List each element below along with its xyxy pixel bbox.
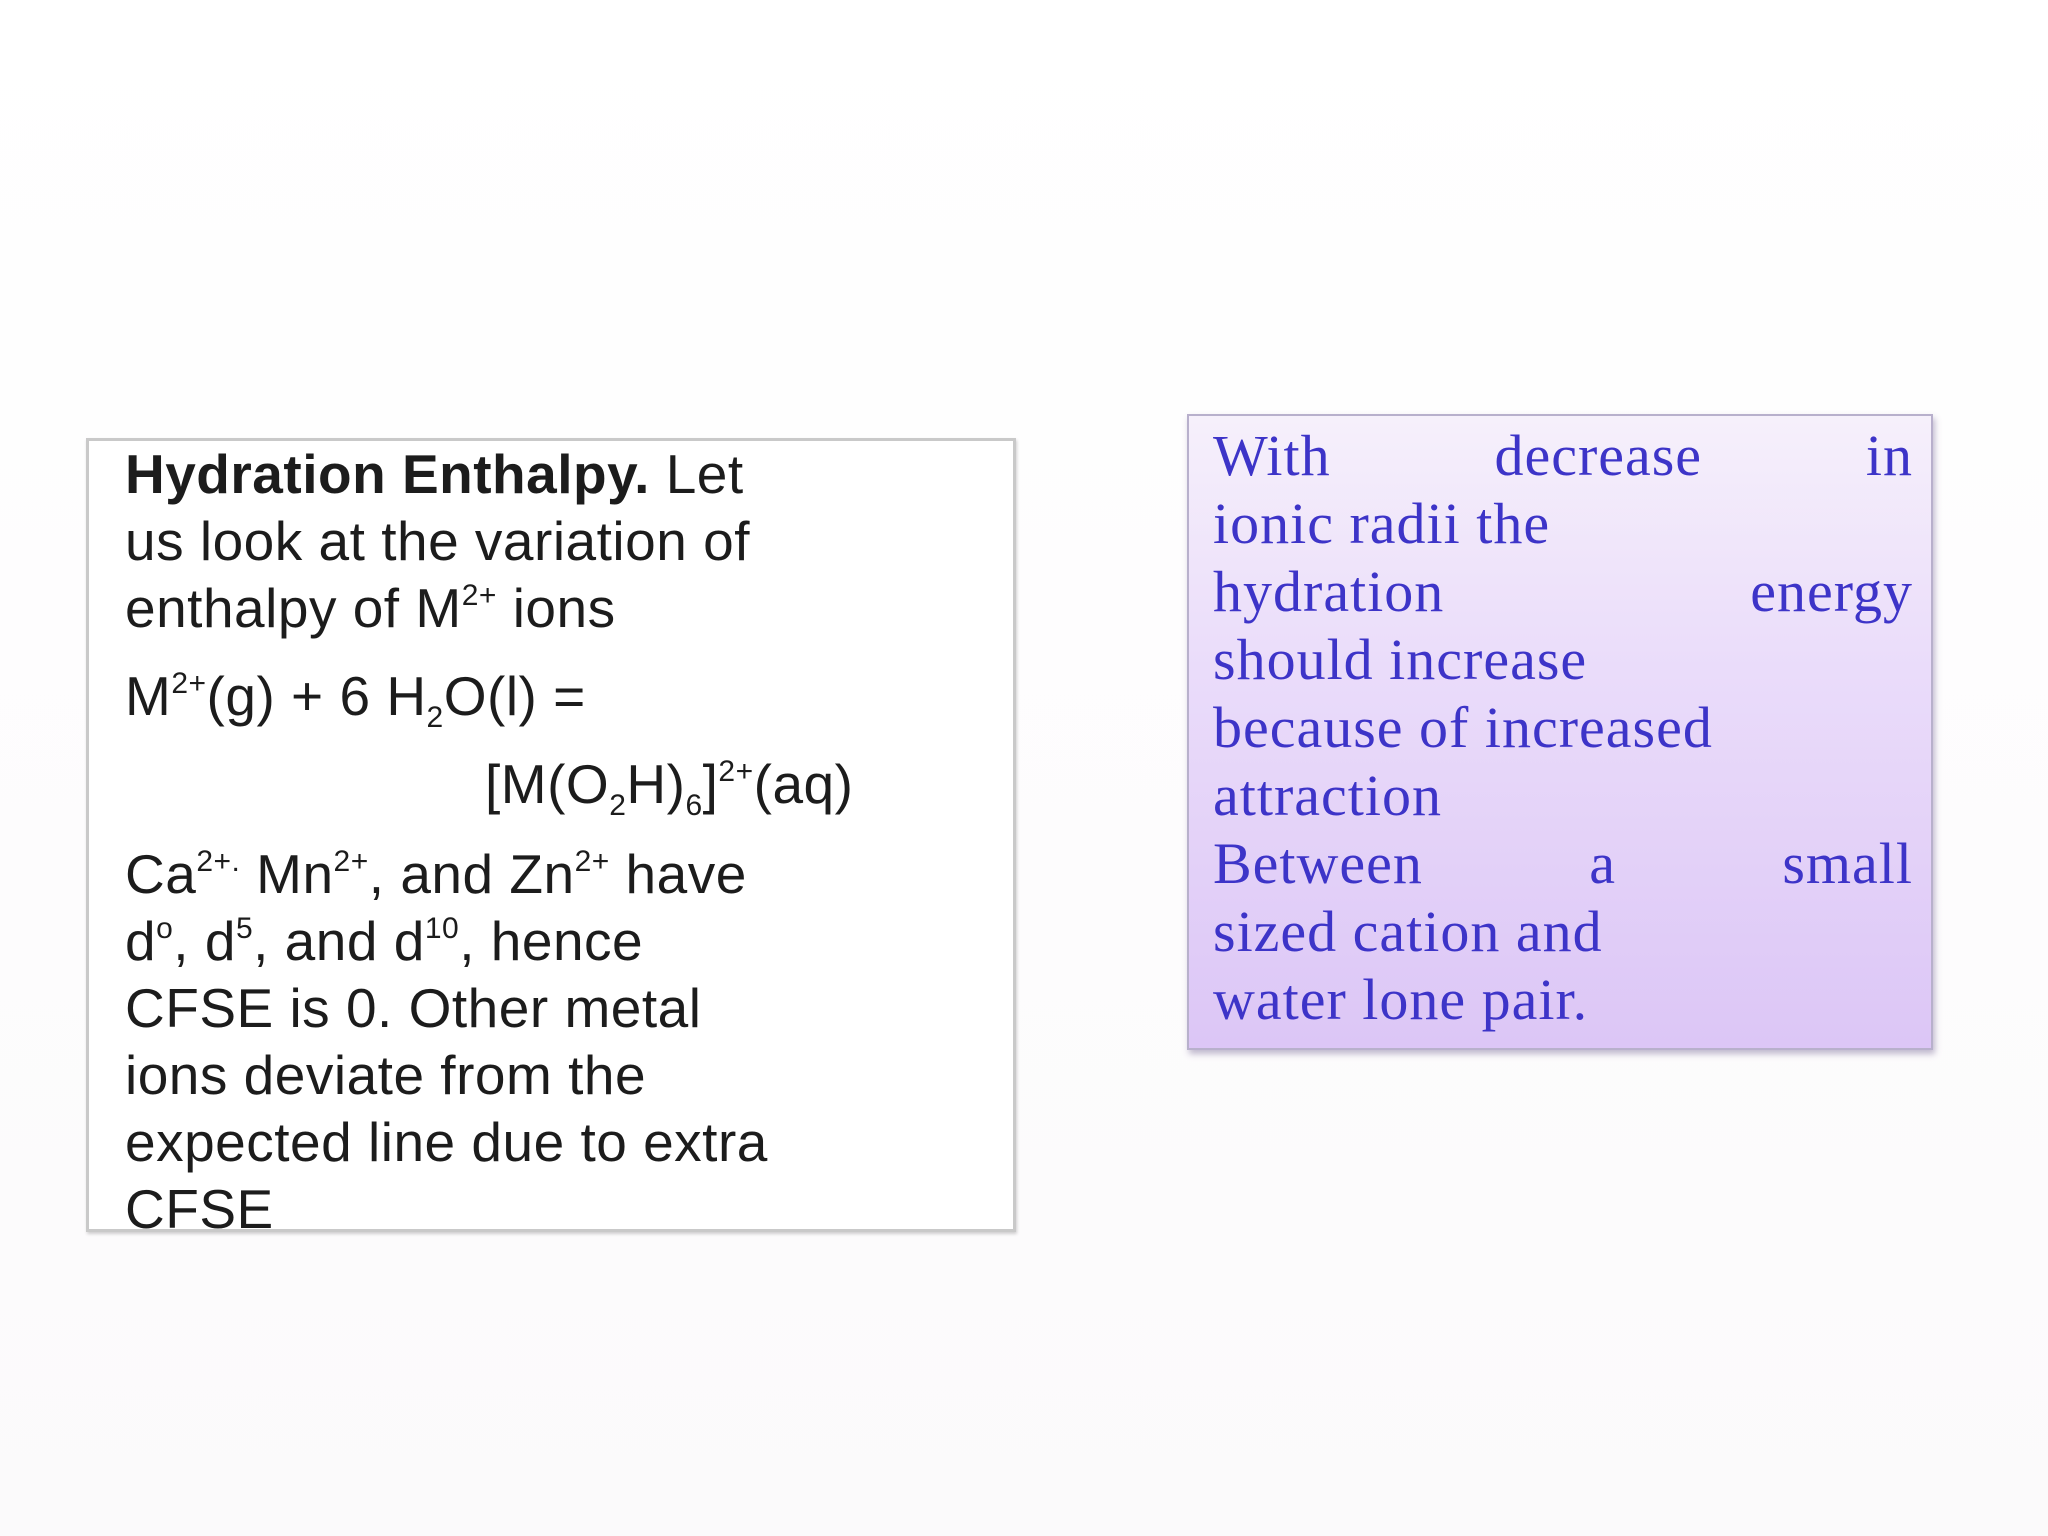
d0-sup: o: [156, 912, 174, 945]
note-word: ionic radii the: [1213, 491, 1551, 556]
hydration-energy-note-box: [1187, 414, 1933, 1050]
intro-line-1: [125, 441, 1005, 508]
cfse-line-3: CFSE is 0. Other metal: [125, 977, 702, 1039]
eq1-part-b: (g) + 6 H: [206, 665, 427, 727]
cfse-line-4: ions deviate from the: [125, 1044, 647, 1106]
note-line-5: [1213, 694, 1913, 762]
eq2-part-a: [M(O: [485, 753, 610, 815]
note-line-4: [1213, 626, 1913, 694]
eq2-part-d: (aq): [753, 753, 854, 815]
cfse-line-5: expected line due to extra: [125, 1111, 768, 1173]
have-text: have: [609, 843, 747, 905]
note-line-1: [1213, 422, 1913, 490]
equation-line-2: [485, 751, 854, 822]
intro-text-1: Let: [649, 443, 744, 505]
note-word: Between: [1213, 831, 1423, 896]
eq2-sup: 2+: [718, 755, 754, 788]
eq2-part-b: H): [626, 753, 686, 815]
note-word: because of increased: [1213, 695, 1713, 760]
note-line-9: [1213, 966, 1913, 1034]
note-line-7: [1213, 830, 1913, 898]
cfse-line-6: CFSE: [125, 1178, 274, 1240]
note-word: in: [1865, 423, 1913, 488]
zn-sup: 2+: [574, 845, 610, 878]
note-word: With: [1213, 423, 1331, 488]
ca-sup: 2+.: [196, 845, 241, 878]
note-word: should increase: [1213, 627, 1588, 692]
d10-sup: 10: [424, 912, 460, 945]
note-word: small: [1782, 831, 1913, 896]
intro-line-3: [125, 575, 1005, 642]
eq2-sub-1: 2: [609, 789, 627, 822]
eq1-sup: 2+: [171, 667, 207, 700]
note-line-8: [1213, 898, 1913, 966]
note-word: water lone pair.: [1213, 967, 1589, 1032]
cfse-line-2: [125, 908, 1005, 975]
d5-sup: 5: [235, 912, 254, 945]
intro-tail: ions: [496, 577, 616, 639]
eq1-part-c: O(l) =: [443, 665, 586, 727]
note-word: attraction: [1213, 763, 1443, 828]
cfse-line-1: [125, 841, 1005, 908]
hence-text: , hence: [459, 910, 644, 972]
d0-text: d: [125, 910, 157, 972]
note-line-3: [1213, 558, 1913, 626]
intro-paragraph: [125, 441, 1005, 642]
eq2-part-c: ]: [702, 753, 719, 815]
eq2-sub-2: 6: [685, 789, 703, 822]
zn-text: , and Zn: [368, 843, 575, 905]
mn-text: Mn: [240, 843, 334, 905]
eq1-sub: 2: [426, 701, 444, 734]
cfse-paragraph: [125, 841, 1005, 1243]
intro-line-2: us look at the variation of: [125, 510, 750, 572]
note-word: energy: [1750, 559, 1913, 624]
note-line-6: [1213, 762, 1913, 830]
note-word: decrease: [1494, 423, 1703, 488]
note-word: hydration: [1213, 559, 1445, 624]
intro-text-3: enthalpy of M: [125, 577, 462, 639]
d10-text: , and d: [253, 910, 425, 972]
note-word: a: [1589, 831, 1616, 896]
title-text: Hydration Enthalpy.: [125, 443, 650, 505]
hydration-enthalpy-textbox: [86, 438, 1016, 1240]
intro-superscript: 2+: [461, 579, 497, 612]
mn-sup: 2+: [333, 845, 369, 878]
note-word: sized cation and: [1213, 899, 1603, 964]
equation-line-1: [125, 663, 586, 734]
eq1-part-a: M: [125, 665, 172, 727]
note-line-2: [1213, 490, 1913, 558]
d5-text: , d: [173, 910, 236, 972]
ca-text: Ca: [125, 843, 197, 905]
